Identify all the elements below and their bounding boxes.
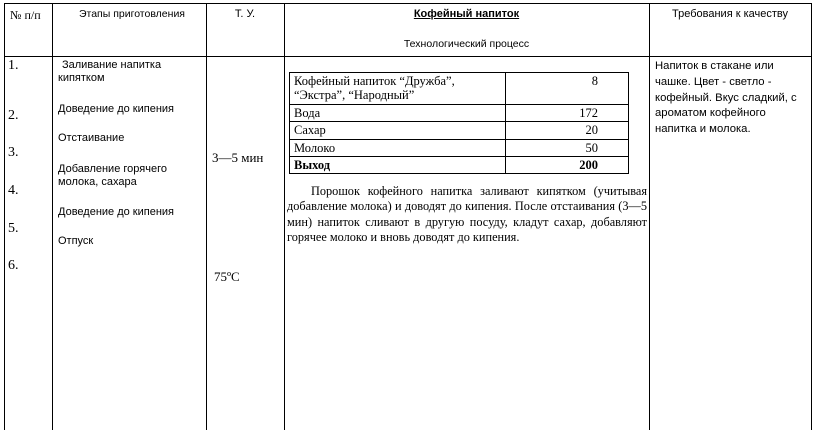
yield-label: Выход [290,156,506,173]
ingredient-value: 8 [506,73,629,105]
table-left-border [4,3,5,430]
page-subtitle: Технологический процесс [403,38,530,50]
table-row [290,139,629,156]
row-number: 4. [8,183,19,198]
header-row-border [4,56,812,57]
row-number: 3. [8,145,19,160]
table-right-border [811,3,812,430]
yield-value: 200 [506,156,629,173]
ingredient-value: 20 [506,122,629,139]
ingredient-name: Кофейный напиток “Дружба”, “Экстра”, “Народный” [290,73,506,105]
quality-requirements: Напиток в стакане или чашке. Цвет - светло - кофейный. Вкус сладкий, с ароматом кофейного напитка и молока. [655,60,797,136]
stage-item: Заливание напитка кипятком [58,59,162,85]
row-number: 1. [8,58,19,73]
stage-item: Доведение до кипения [58,206,175,218]
column-divider [284,3,285,430]
stage-item: Добавление горячего молока, сахара [58,163,167,189]
ingredient-name: Сахар [290,122,506,139]
row-number: 5. [8,221,19,236]
header-num: № п/п [10,8,41,22]
ingredient-name: Вода [290,104,506,121]
row-number: 2. [8,108,19,123]
table-row [290,122,629,139]
recipe-table [289,72,629,174]
stage-item: Отпуск [58,235,94,247]
table-top-border [4,3,812,4]
ingredient-name: Молоко [290,139,506,156]
table-row [290,73,629,105]
ingredient-value: 172 [506,104,629,121]
process-time: 3—5 мин [212,150,264,165]
table-row [290,104,629,121]
column-divider [52,3,53,430]
column-divider [649,3,650,430]
header-tu: Т. У. [234,8,256,20]
header-quality: Требования к качеству [672,8,788,20]
stage-item: Доведение до кипения [58,103,175,115]
page-title: Кофейный напиток [413,8,520,20]
ingredient-value: 50 [506,139,629,156]
header-stages: Этапы приготовления [78,8,185,20]
column-divider [206,3,207,430]
process-temperature: 75ºC [214,269,240,284]
row-number: 6. [8,258,19,273]
process-description: Порошок кофейного напитка заливают кипятком (учитывая добавление молока) и доводят до кипения. После отстаивания (3—5 мин) напиток сливают в другую посуду, кладут сахар, добавляют горячее молоко и вновь доводят до кипения. [287,184,647,245]
stage-item: Отстаивание [58,132,125,144]
table-row-total [290,156,629,173]
